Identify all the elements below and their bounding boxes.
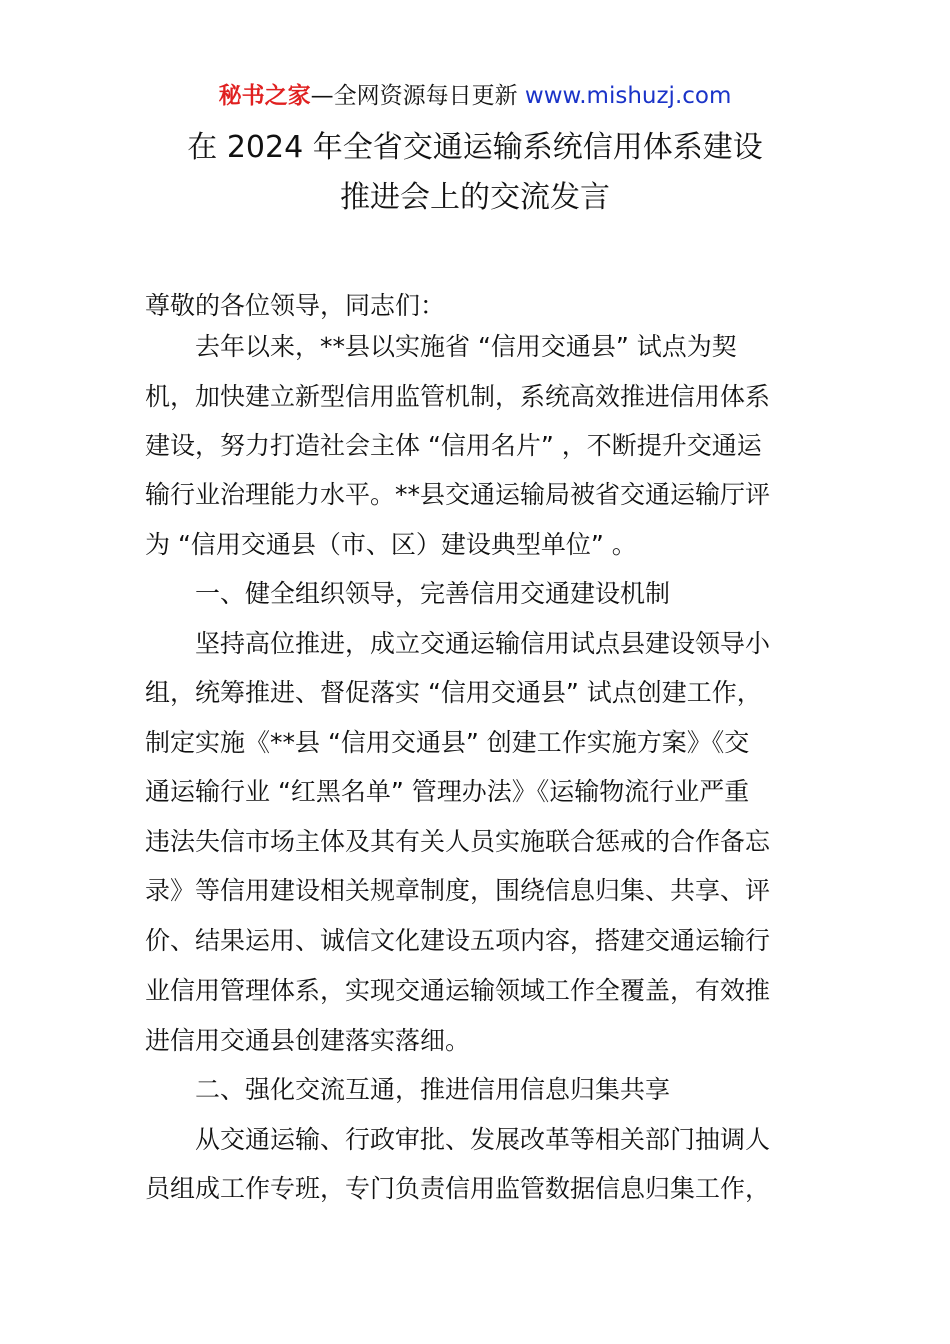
section-heading-1: 一、健全组织领导，完善信用交通建设机制	[145, 579, 671, 608]
body-line: 价、结果运用、诚信文化建设五项内容，搭建交通运输行	[145, 926, 771, 955]
body-line: 输行业治理能力水平。**县交通运输局被省交通运输厅评	[145, 480, 771, 509]
site-url-link[interactable]: www.mishuzj.com	[524, 83, 732, 109]
body-line: 业信用管理体系，实现交通运输领域工作全覆盖，有效推	[145, 976, 771, 1005]
body-line: 建设，努力打造社会主体 “信用名片” ，不断提升交通运	[145, 431, 762, 460]
body-line: 违法失信市场主体及其有关人员实施联合惩戒的合作备忘	[145, 827, 771, 856]
section-heading-2: 二、强化交流互通，推进信用信息归集共享	[145, 1075, 671, 1104]
body-line: 制定实施《**县 “信用交通县” 创建工作实施方案》《交	[145, 728, 750, 757]
body-line: 进信用交通县创建落实落细。	[145, 1026, 471, 1055]
body-line: 坚持高位推进，成立交通运输信用试点县建设领导小	[145, 629, 771, 658]
body-line: 通运输行业 “红黑名单” 管理办法》《运输物流行业严重	[145, 777, 750, 806]
body-line: 从交通运输、行政审批、发展改革等相关部门抽调人	[145, 1125, 771, 1154]
body-line: 组，统筹推进、督促落实 “信用交通县” 试点创建工作，	[145, 678, 762, 707]
salutation-line: 尊敬的各位领导，同志们：	[145, 291, 446, 320]
header-tagline: —全网资源每日更新	[310, 83, 525, 109]
brand-name: 秘书之家	[218, 83, 311, 109]
body-line: 机，加快建立新型信用监管机制，系统高效推进信用体系	[145, 382, 771, 411]
body-line: 录》等信用建设相关规章制度，围绕信息归集、共享、评	[145, 876, 771, 905]
site-header	[0, 80, 950, 112]
document-title-line-1: 在 2024 年全省交通运输系统信用体系建设	[187, 130, 763, 165]
document-title-line-2: 推进会上的交流发言	[340, 180, 610, 215]
body-line: 为 “信用交通县（市、区）建设典型单位” 。	[145, 530, 637, 559]
body-line: 去年以来，**县以实施省 “信用交通县” 试点为契	[145, 332, 737, 361]
body-line: 员组成工作专班，专门负责信用监管数据信息归集工作，	[145, 1174, 771, 1203]
